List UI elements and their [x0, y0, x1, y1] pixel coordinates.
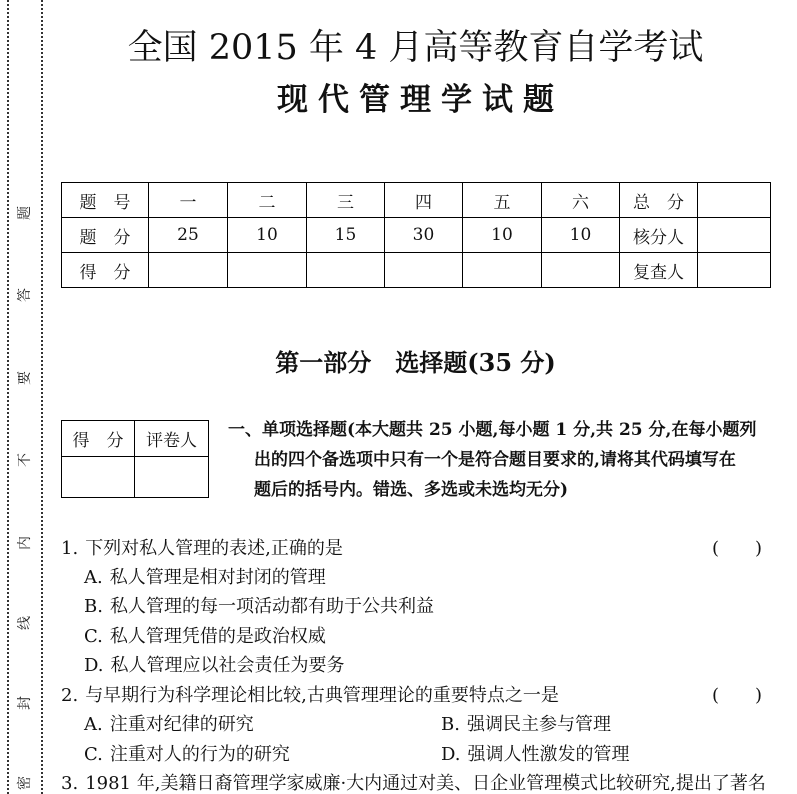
total-score-label: 总 分 — [620, 183, 698, 218]
option-key: D. — [84, 655, 104, 676]
row-label-question-number: 题 号 — [62, 183, 149, 218]
option-key: C. — [84, 626, 103, 647]
grader-box — [61, 420, 209, 498]
grader-box-value-row — [62, 457, 209, 498]
section-number-cell: 四 — [385, 183, 463, 218]
inner-dotted-line — [41, 0, 43, 794]
option-key: A. — [84, 567, 103, 588]
question-stem-line — [61, 539, 343, 559]
score-table-row-question-number — [62, 183, 771, 218]
option-line — [441, 745, 630, 765]
question-stem-line — [61, 774, 766, 794]
question-stem-line — [61, 686, 559, 706]
total-score-value — [698, 183, 771, 218]
part-one-heading: 第一部分 选择题(35 分) — [275, 348, 556, 377]
section-points-cell: 10 — [542, 218, 620, 253]
exam-title: 全国 2015 年 4 月高等教育自学考试 — [127, 28, 704, 68]
section-score-cell — [228, 253, 307, 288]
score-table — [61, 182, 771, 288]
option-line — [441, 715, 611, 735]
option-text: 强调民主参与管理 — [466, 714, 611, 735]
grader-score-label: 得 分 — [62, 421, 135, 457]
exam-subject: 现代管理学试题 — [277, 82, 564, 118]
option-key: B. — [441, 714, 460, 735]
option-key: C. — [84, 744, 103, 765]
option-text: 注重对纪律的研究 — [109, 714, 254, 735]
option-text: 私人管理凭借的是政治权威 — [109, 626, 326, 647]
answer-blank: ( ) — [712, 685, 763, 706]
option-text: 注重对人的行为的研究 — [109, 744, 290, 765]
seal-char: 线 — [17, 616, 33, 630]
reviewer-label: 复查人 — [620, 253, 698, 288]
section-number-cell: 六 — [542, 183, 620, 218]
section-points-cell: 30 — [385, 218, 463, 253]
option-line — [84, 715, 254, 735]
option-line — [84, 656, 345, 676]
reviewer-value — [698, 253, 771, 288]
grader-name-value — [135, 457, 209, 498]
section-points-cell: 10 — [228, 218, 307, 253]
score-checker-value — [698, 218, 771, 253]
question-stem: 与早期行为科学理论相比较,古典管理理论的重要特点之一是 — [85, 685, 559, 706]
section-number-cell: 一 — [149, 183, 228, 218]
section-score-cell — [385, 253, 463, 288]
option-key: D. — [441, 744, 461, 765]
section-instruction-line: 出的四个备选项中只有一个是符合题目要求的,请将其代码填写在 — [254, 450, 736, 470]
option-line — [84, 745, 290, 765]
section-score-cell — [463, 253, 542, 288]
answer-blank: ( ) — [712, 538, 763, 559]
section-score-cell — [307, 253, 385, 288]
section-number-cell: 二 — [228, 183, 307, 218]
seal-char: 不 — [17, 453, 33, 467]
section-score-cell — [149, 253, 228, 288]
option-text: 强调人性激发的管理 — [467, 744, 630, 765]
seal-char: 封 — [17, 696, 33, 710]
section-instruction-line: 题后的括号内。错选、多选或未选均无分) — [254, 480, 569, 500]
question-number: 1. — [61, 538, 79, 559]
score-table-row-score — [62, 253, 771, 288]
row-label-score: 得 分 — [62, 253, 149, 288]
outer-dotted-line — [7, 0, 9, 794]
section-points-cell: 10 — [463, 218, 542, 253]
option-line — [84, 568, 326, 588]
option-text: 私人管理是相对封闭的管理 — [109, 567, 326, 588]
option-text: 私人管理的每一项活动都有助于公共利益 — [109, 596, 434, 617]
seal-char: 密 — [17, 776, 33, 790]
option-key: B. — [84, 596, 103, 617]
grader-score-value — [62, 457, 135, 498]
option-text: 私人管理应以社会责任为要务 — [110, 655, 345, 676]
question-number: 2. — [61, 685, 79, 706]
seal-char: 要 — [17, 371, 33, 385]
seal-char: 题 — [17, 206, 33, 220]
score-checker-label: 核分人 — [620, 218, 698, 253]
section-number-cell: 三 — [307, 183, 385, 218]
section-number-cell: 五 — [463, 183, 542, 218]
score-table-row-points — [62, 218, 771, 253]
question-stem: 1981 年,美籍日裔管理学家威廉·大内通过对美、日企业管理模式比较研究,提出了著名 — [85, 773, 766, 794]
section-points-cell: 25 — [149, 218, 228, 253]
grader-name-label: 评卷人 — [135, 421, 209, 457]
question-stem: 下列对私人管理的表述,正确的是 — [85, 538, 343, 559]
section-score-cell — [542, 253, 620, 288]
grader-box-header-row — [62, 421, 209, 457]
section-points-cell: 15 — [307, 218, 385, 253]
question-number: 3. — [61, 773, 79, 794]
option-key: A. — [84, 714, 103, 735]
seal-char: 内 — [17, 536, 33, 550]
row-label-points: 题 分 — [62, 218, 149, 253]
seal-char: 答 — [17, 288, 33, 302]
option-line — [84, 597, 434, 617]
option-line — [84, 627, 326, 647]
section-instruction-line: 一、单项选择题(本大题共 25 小题,每小题 1 分,共 25 分,在每小题列 — [228, 420, 757, 440]
